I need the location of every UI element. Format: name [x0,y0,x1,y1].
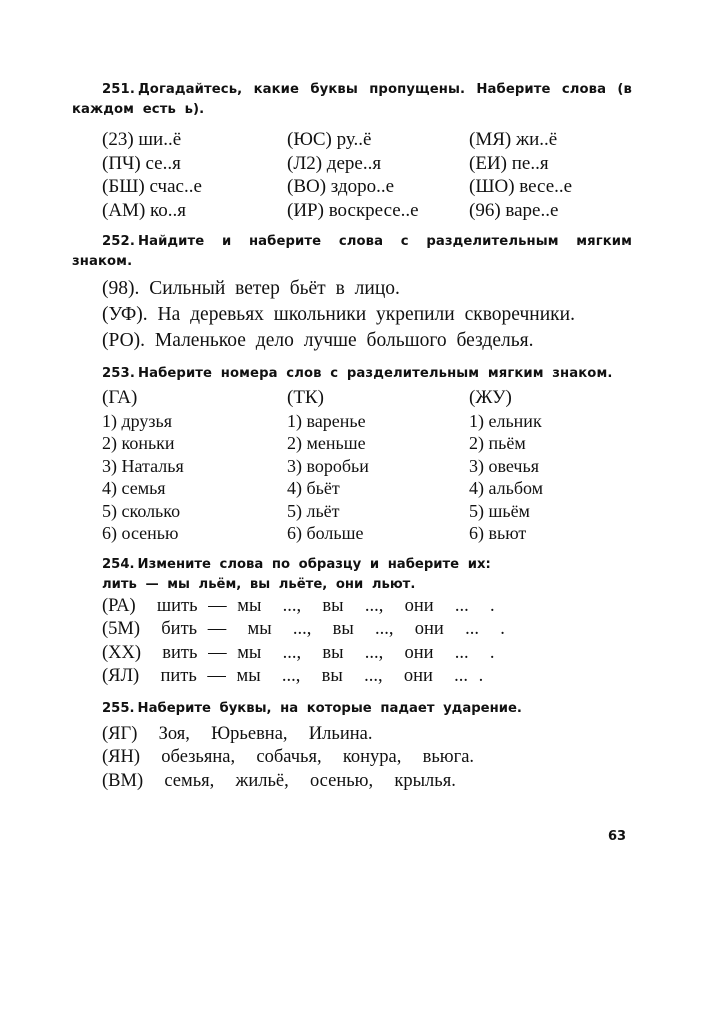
exercise-line: (5М) бить — мы ..., вы ..., они ... . [102,619,505,639]
task-example: лить — мы льём, вы льёте, они льют. [102,576,416,592]
word-line: (ЯГ) Зоя, Юрьевна, Ильина. [102,723,373,744]
word-item: 4) бьёт [287,478,340,498]
word-cell: (АМ) ко..я [102,199,187,221]
word-item: 6) больше [287,523,364,543]
task-instruction: Догадайтесь, какие буквы пропущены. Наберите слова (в каждом есть ь). [72,82,632,117]
word-list [72,723,632,794]
word-item: 1) ельник [469,410,542,431]
word-item: 2) коньки [102,433,175,453]
word-item: 1) варенье [287,410,366,431]
exercise-line: (РА) шить — мы ..., вы ..., они ... . [102,595,495,616]
task-251 [72,80,632,222]
word-item: 5) сколько [102,500,181,521]
task-number: 255. [102,700,135,716]
task-254 [72,555,632,689]
word-cell: (96) варе..е [469,199,559,221]
task-heading [72,232,632,272]
task-number: 251. [102,82,135,97]
word-item: 6) вьют [469,523,527,543]
column-code: (ЖУ) [469,387,512,408]
word-item: 3) воробьи [287,455,369,476]
task-number: 254. [102,556,135,572]
task-instruction: Наберите буквы, на которые падает ударение. [137,700,522,716]
exercise-line: (ЯЛ) пить — мы ..., вы ..., они ... . [102,666,484,686]
task-252 [72,232,632,354]
word-item: 4) альбом [469,478,544,498]
word-item: 3) Наталья [102,455,184,476]
word-cell: (МЯ) жи..ё [469,129,558,150]
exercise-list [72,595,632,689]
task-253 [72,364,632,545]
task-instruction: Найдите и наберите слова с разделительным мягким знаком. [72,234,632,269]
word-cell: (ЮС) ру..ё [287,129,372,150]
word-item: 1) друзья [102,410,173,431]
word-item: 5) льёт [287,500,340,521]
word-cell: (ЕИ) пе..я [469,152,549,174]
exercise-line: (ХХ) вить — мы ..., вы ..., они ... . [102,642,495,663]
sentence-list [72,276,632,354]
task-instruction: Измените слова по образцу и наберите их: [137,556,491,572]
word-item: 2) меньше [287,433,366,453]
word-cell: (ИР) воскресе..е [287,199,419,221]
word-cell: (23) ши..ё [102,129,182,150]
word-cell: (ПЧ) се..я [102,152,181,174]
word-grid [72,128,632,222]
textbook-page [72,80,632,803]
sentence-line: (УФ). На деревьях школьники укрепили скворечники. [102,304,575,325]
word-item: 2) пьём [469,433,526,453]
word-item: 5) шьём [469,500,530,521]
task-heading [72,364,632,384]
word-item: 3) овечья [469,455,539,476]
word-cell: (Л2) дере..я [287,152,382,174]
word-cell: (ВО) здоро..е [287,176,395,197]
word-columns [72,386,632,545]
task-255 [72,699,632,794]
task-number: 253. [102,366,135,381]
word-cell: (ШО) весе..е [469,176,573,197]
word-line: (ЯН) обезьяна, собачья, конура, вьюга. [102,747,475,767]
word-item: 6) осенью [102,523,179,543]
task-heading [72,80,632,120]
sentence-line: (98). Сильный ветер бьёт в лицо. [102,278,400,299]
task-heading [72,699,632,719]
sentence-line: (РО). Маленькое дело лучше большого безделья. [102,330,534,351]
column-code: (ТК) [287,387,324,408]
word-item: 4) семья [102,478,166,498]
word-line: (ВМ) семья, жильё, осенью, крылья. [102,770,456,791]
task-number: 252. [102,234,135,249]
word-cell: (БШ) счас..е [102,176,202,197]
task-instruction: Наберите номера слов с разделительным мягким знаком. [137,366,613,381]
task-heading [72,555,632,575]
column-code: (ГА) [102,387,138,408]
page-number: 63 [608,829,627,844]
